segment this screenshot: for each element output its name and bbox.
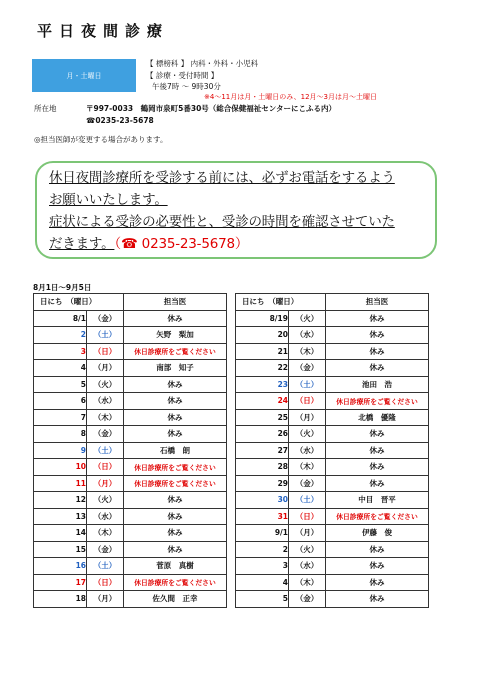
table-row bbox=[34, 541, 227, 558]
row-doctor: 矢野 梨加 bbox=[124, 327, 227, 344]
row-date: 28 bbox=[236, 459, 289, 476]
doctor-change-note: ◎担当医師が変更する場合があります。 bbox=[34, 135, 168, 144]
table-row bbox=[34, 409, 227, 426]
row-date: 6 bbox=[34, 393, 87, 410]
table-row bbox=[236, 574, 429, 591]
table-row bbox=[236, 409, 429, 426]
row-date: 5 bbox=[236, 591, 289, 608]
row-date: 9/1 bbox=[236, 525, 289, 542]
address-label: 所在地 bbox=[34, 104, 57, 113]
row-weekday: （金） bbox=[289, 475, 326, 492]
row-doctor: 佐久間 正幸 bbox=[124, 591, 227, 608]
row-weekday: （土） bbox=[87, 327, 124, 344]
header-date: 日にち （曜日） bbox=[34, 294, 124, 311]
notice-line-3: 症状による受診の必要性と、受診の時間を確認させていた bbox=[49, 214, 395, 230]
row-weekday: （木） bbox=[289, 574, 326, 591]
header-date: 日にち （曜日） bbox=[236, 294, 326, 311]
days-badge-label: 月・土曜日 bbox=[66, 71, 102, 80]
table-row bbox=[236, 343, 429, 360]
row-weekday: （月） bbox=[289, 409, 326, 426]
row-doctor: 北橋 優隆 bbox=[326, 409, 429, 426]
row-doctor: 休日診療所をご覧ください bbox=[124, 459, 227, 476]
header-doctor: 担当医 bbox=[124, 294, 227, 311]
departments: 【 標榜科 】 内科・外科・小児科 bbox=[146, 59, 259, 68]
row-date: 30 bbox=[236, 492, 289, 509]
row-weekday: （土） bbox=[289, 376, 326, 393]
row-date: 4 bbox=[34, 360, 87, 377]
row-doctor: 休み bbox=[326, 558, 429, 575]
row-date: 29 bbox=[236, 475, 289, 492]
row-date: 8/1 bbox=[34, 310, 87, 327]
row-weekday: （金） bbox=[87, 310, 124, 327]
table-row bbox=[34, 426, 227, 443]
row-weekday: （日） bbox=[289, 508, 326, 525]
row-date: 12 bbox=[34, 492, 87, 509]
row-weekday: （木） bbox=[289, 459, 326, 476]
row-weekday: （水） bbox=[87, 508, 124, 525]
row-doctor: 休み bbox=[326, 426, 429, 443]
row-date: 20 bbox=[236, 327, 289, 344]
row-doctor: 休み bbox=[124, 508, 227, 525]
row-doctor: 伊藤 俊 bbox=[326, 525, 429, 542]
row-doctor: 休み bbox=[124, 426, 227, 443]
notice-line-2 bbox=[49, 189, 425, 211]
header-doctor: 担当医 bbox=[326, 294, 429, 311]
row-weekday: （土） bbox=[289, 492, 326, 509]
row-weekday: （金） bbox=[289, 360, 326, 377]
row-weekday: （火） bbox=[87, 376, 124, 393]
row-date: 2 bbox=[34, 327, 87, 344]
row-date: 23 bbox=[236, 376, 289, 393]
row-date: 3 bbox=[34, 343, 87, 360]
table-header-row bbox=[34, 294, 227, 311]
row-doctor: 中目 晋平 bbox=[326, 492, 429, 509]
page-title: 平日夜間診療 bbox=[37, 22, 170, 40]
row-weekday: （水） bbox=[87, 393, 124, 410]
row-doctor: 休み bbox=[326, 591, 429, 608]
table-row bbox=[236, 360, 429, 377]
table-row bbox=[236, 426, 429, 443]
table-row bbox=[236, 459, 429, 476]
row-weekday: （火） bbox=[289, 541, 326, 558]
notice-box bbox=[35, 161, 437, 259]
hours: 午後7時 ～ 9時30分 bbox=[152, 82, 221, 91]
row-weekday: （土） bbox=[87, 558, 124, 575]
season-note: ※4～11月は月・土曜日のみ、12月～3月は月～土曜日 bbox=[204, 93, 378, 101]
schedule-period: 8月1日～9月5日 bbox=[33, 283, 92, 292]
table-row bbox=[236, 475, 429, 492]
row-weekday: （日） bbox=[87, 574, 124, 591]
table-row bbox=[34, 327, 227, 344]
row-weekday: （木） bbox=[289, 343, 326, 360]
schedule-table-right bbox=[235, 293, 429, 608]
row-doctor: 休み bbox=[326, 574, 429, 591]
table-row bbox=[34, 442, 227, 459]
row-doctor: 休み bbox=[326, 541, 429, 558]
row-weekday: （日） bbox=[87, 459, 124, 476]
row-doctor: 休日診療所をご覧ください bbox=[326, 393, 429, 410]
phone-number: ☎0235-23-5678 bbox=[86, 116, 154, 125]
row-doctor: 休み bbox=[124, 376, 227, 393]
table-row bbox=[236, 442, 429, 459]
table-row bbox=[34, 343, 227, 360]
table-row bbox=[236, 327, 429, 344]
row-weekday: （月） bbox=[289, 525, 326, 542]
row-date: 14 bbox=[34, 525, 87, 542]
row-weekday: （日） bbox=[87, 343, 124, 360]
notice-line-1: 休日夜間診療所を受診する前には、必ずお電話をするよう bbox=[49, 170, 395, 186]
row-date: 5 bbox=[34, 376, 87, 393]
notice-line-4-text: だきます。 bbox=[49, 236, 115, 252]
row-doctor: 休み bbox=[124, 525, 227, 542]
table-row bbox=[34, 310, 227, 327]
row-doctor: 池田 浩 bbox=[326, 376, 429, 393]
row-date: 3 bbox=[236, 558, 289, 575]
table-row bbox=[34, 574, 227, 591]
row-weekday: （金） bbox=[87, 541, 124, 558]
row-date: 9 bbox=[34, 442, 87, 459]
table-row bbox=[34, 591, 227, 608]
row-weekday: （日） bbox=[289, 393, 326, 410]
row-doctor: 休み bbox=[326, 475, 429, 492]
row-doctor: 休み bbox=[326, 327, 429, 344]
row-date: 31 bbox=[236, 508, 289, 525]
row-doctor: 休み bbox=[124, 409, 227, 426]
row-doctor: 休日診療所をご覧ください bbox=[124, 475, 227, 492]
row-doctor: 休日診療所をご覧ください bbox=[124, 574, 227, 591]
hours-label: 【 診療・受付時間 】 bbox=[146, 71, 219, 80]
table-row bbox=[34, 475, 227, 492]
notice-phone: （☎ 0235-23-5678） bbox=[114, 236, 249, 252]
row-date: 26 bbox=[236, 426, 289, 443]
row-date: 21 bbox=[236, 343, 289, 360]
table-row bbox=[236, 541, 429, 558]
row-doctor: 休み bbox=[326, 442, 429, 459]
row-weekday: （火） bbox=[289, 426, 326, 443]
table-row bbox=[236, 591, 429, 608]
table-row bbox=[236, 525, 429, 542]
row-weekday: （月） bbox=[87, 360, 124, 377]
table-row bbox=[34, 525, 227, 542]
table-row bbox=[236, 492, 429, 509]
row-date: 25 bbox=[236, 409, 289, 426]
row-weekday: （月） bbox=[87, 591, 124, 608]
row-weekday: （金） bbox=[289, 591, 326, 608]
table-row bbox=[236, 393, 429, 410]
table-row bbox=[34, 508, 227, 525]
row-weekday: （水） bbox=[289, 558, 326, 575]
row-doctor: 休み bbox=[124, 393, 227, 410]
row-date: 24 bbox=[236, 393, 289, 410]
row-date: 11 bbox=[34, 475, 87, 492]
table-row bbox=[236, 376, 429, 393]
row-date: 7 bbox=[34, 409, 87, 426]
row-date: 13 bbox=[34, 508, 87, 525]
row-date: 15 bbox=[34, 541, 87, 558]
table-row bbox=[34, 393, 227, 410]
row-doctor: 休み bbox=[124, 492, 227, 509]
row-doctor: 石橋 朗 bbox=[124, 442, 227, 459]
table-row bbox=[236, 310, 429, 327]
row-weekday: （火） bbox=[289, 310, 326, 327]
table-row bbox=[236, 508, 429, 525]
row-date: 10 bbox=[34, 459, 87, 476]
row-date: 18 bbox=[34, 591, 87, 608]
table-row bbox=[34, 492, 227, 509]
row-weekday: （金） bbox=[87, 426, 124, 443]
schedule-table-left bbox=[33, 293, 227, 608]
row-doctor: 菅原 真樹 bbox=[124, 558, 227, 575]
row-weekday: （火） bbox=[87, 492, 124, 509]
row-doctor: 休み bbox=[124, 541, 227, 558]
table-row bbox=[34, 558, 227, 575]
row-doctor: 休み bbox=[326, 343, 429, 360]
row-date: 27 bbox=[236, 442, 289, 459]
row-date: 17 bbox=[34, 574, 87, 591]
row-doctor: 休み bbox=[124, 310, 227, 327]
address: 〒997-0033 鶴岡市泉町5番30号（総合保健福祉センターにこふる内） bbox=[86, 104, 336, 113]
row-date: 8/19 bbox=[236, 310, 289, 327]
row-date: 4 bbox=[236, 574, 289, 591]
table-row bbox=[34, 459, 227, 476]
row-date: 8 bbox=[34, 426, 87, 443]
row-weekday: （月） bbox=[87, 475, 124, 492]
row-weekday: （土） bbox=[87, 442, 124, 459]
row-date: 22 bbox=[236, 360, 289, 377]
row-weekday: （水） bbox=[289, 327, 326, 344]
table-header-row bbox=[236, 294, 429, 311]
row-doctor: 休み bbox=[326, 360, 429, 377]
row-weekday: （水） bbox=[289, 442, 326, 459]
row-weekday: （木） bbox=[87, 409, 124, 426]
row-doctor: 休み bbox=[326, 310, 429, 327]
row-doctor: 南部 知子 bbox=[124, 360, 227, 377]
row-doctor: 休日診療所をご覧ください bbox=[124, 343, 227, 360]
notice-line-2-text: お願いいたします。 bbox=[49, 192, 168, 208]
table-row bbox=[34, 360, 227, 377]
days-badge bbox=[32, 59, 136, 92]
notice-line-4 bbox=[49, 233, 425, 255]
row-doctor: 休日診療所をご覧ください bbox=[326, 508, 429, 525]
row-doctor: 休み bbox=[326, 459, 429, 476]
table-row bbox=[236, 558, 429, 575]
row-date: 2 bbox=[236, 541, 289, 558]
row-date: 16 bbox=[34, 558, 87, 575]
row-weekday: （木） bbox=[87, 525, 124, 542]
table-row bbox=[34, 376, 227, 393]
